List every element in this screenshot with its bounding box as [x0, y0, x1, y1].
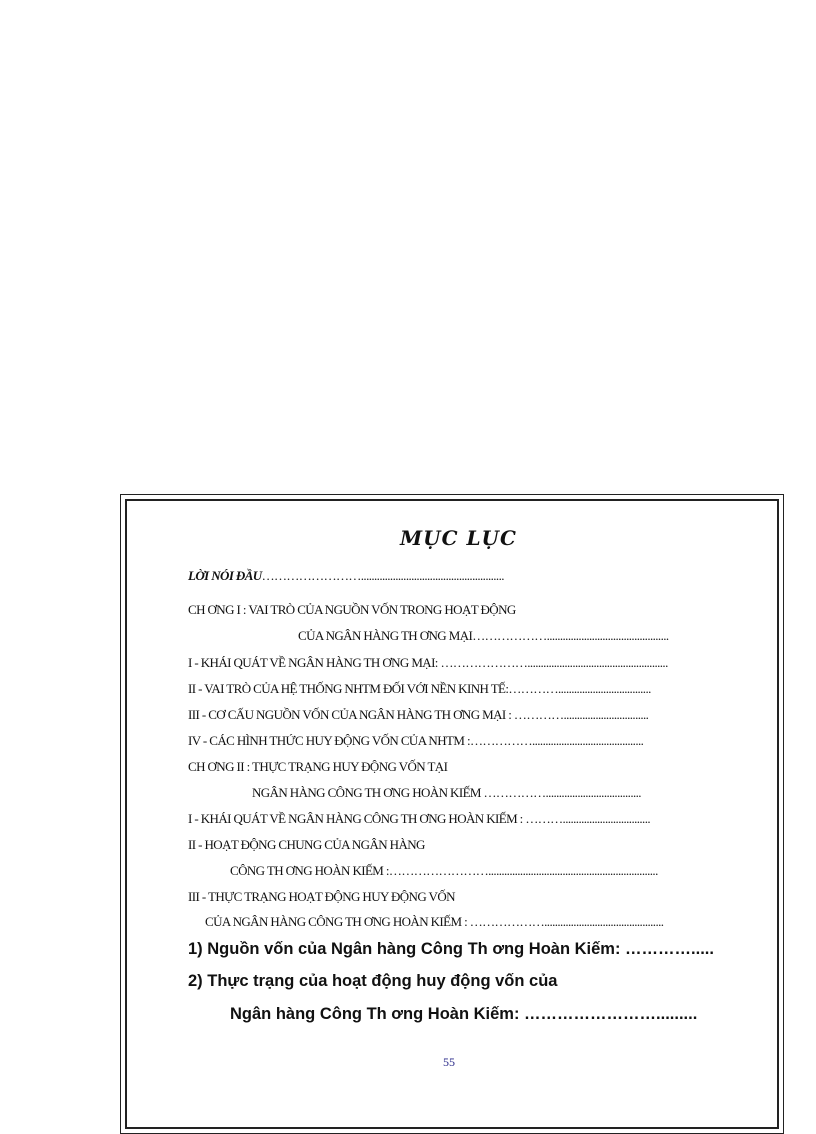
toc-chapter-2: CH ƠNG II : THỰC TRẠNG HUY ĐỘNG VỐN TẠI — [188, 759, 448, 774]
toc-chapter-1-cont: CỦA NGÂN HÀNG TH ƠNG MẠI……………….............................................. — [298, 628, 669, 643]
toc-item-cont: CỦA NGÂN HÀNG CÔNG TH ƠNG HOÀN KIẾM : ………………............................................. — [205, 914, 664, 929]
toc-chapter-2-cont: NGÂN HÀNG CÔNG TH ƠNG HOÀN KIẾM …………….................................... — [252, 785, 641, 800]
toc-section: 2) Thực trạng của hoạt động huy động vốn của — [188, 972, 558, 990]
page-number: 55 — [443, 1055, 455, 1069]
toc-title: MỤC LỤC — [400, 526, 517, 550]
toc-item: III - THỰC TRẠNG HOẠT ĐỘNG HUY ĐỘNG VỐN — [188, 889, 455, 904]
toc-item: III - CƠ CẤU NGUỒN VỐN CỦA NGÂN HÀNG TH ƠNG MẠI : …………................................ — [188, 707, 649, 722]
toc-item: I - KHÁI QUÁT VỀ NGÂN HÀNG CÔNG TH ƠNG HOÀN KIẾM : ………................................. — [188, 811, 650, 826]
toc-item: I - KHÁI QUÁT VỀ NGÂN HÀNG TH ƠNG MẠI: …………………..................................................... — [188, 655, 668, 670]
intro-label: LỜI NÓI ĐẦU — [188, 568, 262, 583]
toc-item: IV - CÁC HÌNH THỨC HUY ĐỘNG VỐN CỦA NHTM :…………….......................................... — [188, 733, 644, 748]
toc-chapter-1: CH ƠNG I : VAI TRÒ CỦA NGUỒN VỐN TRONG HOẠT ĐỘNG — [188, 602, 516, 617]
toc-section-cont: Ngân hàng Công Th ơng Hoàn Kiếm: ……………………......... — [230, 1005, 698, 1023]
toc-item: II - VAI TRÒ CỦA HỆ THỐNG NHTM ĐỐI VỚI NỀN KINH TẾ:…………................................... — [188, 681, 651, 696]
toc-item-cont: CÔNG TH ƠNG HOÀN KIẾM :……………………................................................................ — [230, 863, 658, 878]
intro-line — [188, 568, 504, 584]
toc-section: 1) Nguồn vốn của Ngân hàng Công Th ơng Hoàn Kiếm: …………..... — [188, 940, 714, 958]
intro-dots: ……………………...................................................... — [261, 568, 504, 583]
toc-item: II - HOẠT ĐỘNG CHUNG CỦA NGÂN HÀNG — [188, 837, 425, 852]
